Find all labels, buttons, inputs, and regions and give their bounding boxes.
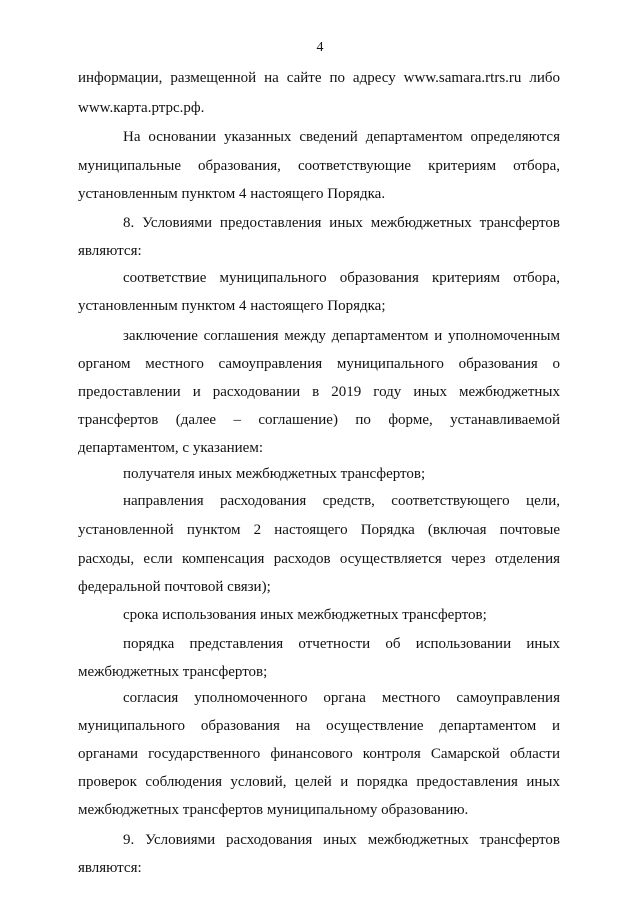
text-line: предоставлении и расходовании в 2019 году иных межбюджетных xyxy=(78,384,560,400)
page-number: 4 xyxy=(316,40,324,55)
text-line: срока использования иных межбюджетных трансфертов; xyxy=(123,607,487,623)
text-line: межбюджетных трансфертов; xyxy=(78,664,268,680)
text-line: информации, размещенной на сайте по адресу www.samara.rtrs.ru либо xyxy=(78,70,560,86)
text-line: муниципальные образования, соответствующие критериям отбора, xyxy=(78,158,560,174)
text-line: согласия уполномоченного органа местного самоуправления xyxy=(123,690,560,706)
text-line: 8. Условиями предоставления иных межбюджетных трансфертов xyxy=(123,215,560,231)
text-line: органами государственного финансового контроля Самарской области xyxy=(78,746,560,762)
text-line: получателя иных межбюджетных трансфертов; xyxy=(123,466,426,482)
text-line: трансфертов (далее – соглашение) по форме, устанавливаемой xyxy=(78,412,560,428)
text-line: заключение соглашения между департаментом и уполномоченным xyxy=(123,328,560,344)
text-line: департаментом, с указанием: xyxy=(78,440,263,456)
text-line: федеральной почтовой связи); xyxy=(78,579,271,595)
text-line: направления расходования средств, соответствующего цели, xyxy=(123,493,560,509)
text-line: На основании указанных сведений департаментом определяются xyxy=(123,129,560,145)
text-line: являются: xyxy=(78,243,142,259)
text-line: установленным пунктом 4 настоящего Порядка; xyxy=(78,298,386,314)
text-line: установленным пунктом 4 настоящего Порядка. xyxy=(78,186,386,202)
text-line: расходы, если компенсация расходов осуществляется через отделения xyxy=(78,551,560,567)
text-line: www.карта.ртрс.рф. xyxy=(78,100,205,116)
text-line: межбюджетных трансфертов муниципальному образованию. xyxy=(78,802,469,818)
text-line: проверок соблюдения условий, целей и порядка предоставления иных xyxy=(78,774,560,790)
text-line: соответствие муниципального образования критериям отбора, xyxy=(123,270,560,286)
text-line: порядка представления отчетности об использовании иных xyxy=(123,636,560,652)
text-line: установленной пунктом 2 настоящего Порядка (включая почтовые xyxy=(78,522,560,538)
text-line: 9. Условиями расходования иных межбюджетных трансфертов xyxy=(123,832,560,848)
text-line: муниципального образования на осуществление департаментом и xyxy=(78,718,560,734)
text-line: являются: xyxy=(78,860,142,876)
text-line: органом местного самоуправления муниципального образования о xyxy=(78,356,560,372)
